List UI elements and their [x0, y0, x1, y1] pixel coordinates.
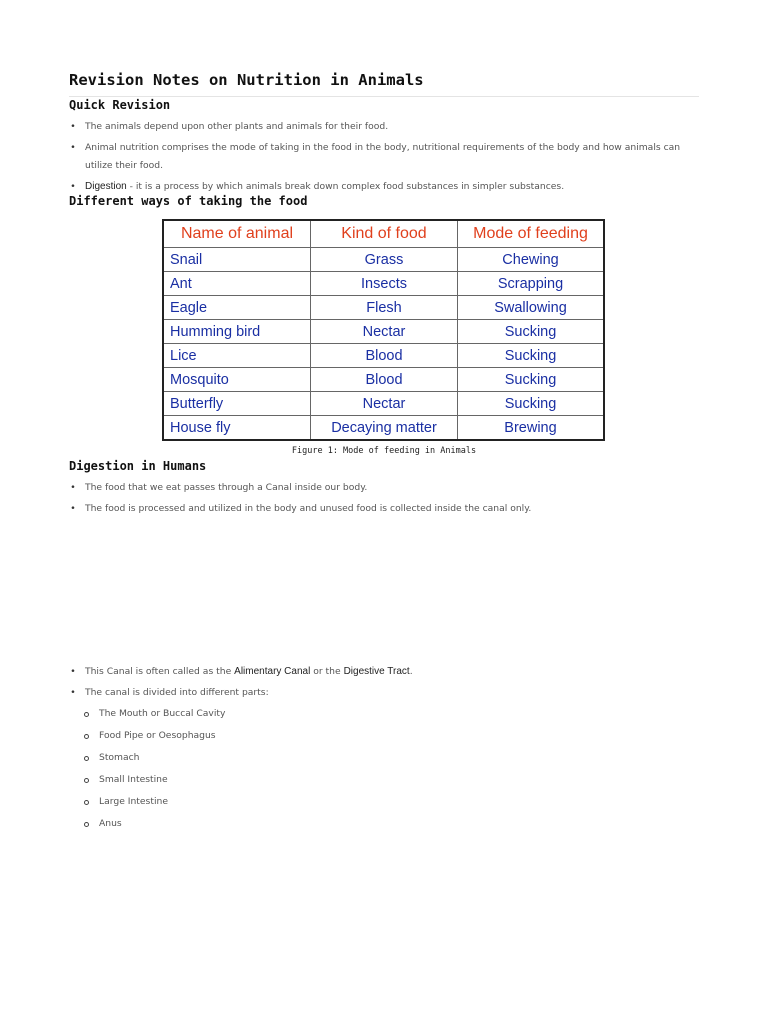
food-cell: Decaying matter: [311, 416, 458, 441]
column-header: Kind of food: [311, 220, 458, 248]
sublist-text: Stomach: [99, 752, 140, 763]
food-cell: Blood: [311, 344, 458, 368]
digestive-tract-keyword: Digestive Tract: [343, 666, 410, 677]
circle-bullet-icon: [84, 756, 89, 761]
mode-cell: Sucking: [458, 392, 605, 416]
feeding-table: [162, 219, 605, 441]
parts-sublist: [69, 703, 701, 835]
table-row: [163, 392, 604, 416]
animal-cell: House fly: [163, 416, 311, 441]
sublist-item: [69, 703, 701, 725]
quick-revision-heading: Quick Revision: [69, 98, 171, 112]
food-cell: Insects: [311, 272, 458, 296]
bullet-text: - it is a process by which animals break down complex food substances in simpler substances.: [126, 181, 565, 192]
bullet-icon: •: [70, 181, 76, 192]
bullet-text: The animals depend upon other plants and animals for their food.: [85, 121, 389, 132]
circle-bullet-icon: [84, 712, 89, 717]
page-title: Revision Notes on Nutrition in Animals: [69, 71, 424, 89]
bullet-text: .: [409, 666, 413, 677]
food-cell: Grass: [311, 248, 458, 272]
list-item: [69, 139, 701, 175]
list-item: [69, 663, 701, 681]
quick-revision-list: [69, 118, 701, 196]
mode-cell: Sucking: [458, 320, 605, 344]
mode-cell: Swallowing: [458, 296, 605, 320]
circle-bullet-icon: [84, 800, 89, 805]
sublist-item: [69, 725, 701, 747]
mode-cell: Sucking: [458, 368, 605, 392]
circle-bullet-icon: [84, 778, 89, 783]
bullet-text: This Canal is often called as the: [85, 666, 235, 677]
table-row: [163, 320, 604, 344]
mode-cell: Scrapping: [458, 272, 605, 296]
digestion-keyword: Digestion: [85, 181, 127, 192]
sublist-text: Small Intestine: [99, 774, 168, 785]
animal-cell: Snail: [163, 248, 311, 272]
animal-cell: Mosquito: [163, 368, 311, 392]
sublist-text: Food Pipe or Oesophagus: [99, 730, 216, 741]
sublist-item: [69, 747, 701, 769]
bullet-text: The food is processed and utilized in the body and unused food is collected inside the canal only.: [85, 503, 532, 514]
bullet-text: The canal is divided into different parts:: [85, 687, 269, 698]
animal-cell: Butterfly: [163, 392, 311, 416]
table-row: [163, 272, 604, 296]
food-cell: Nectar: [311, 392, 458, 416]
table-row: [163, 416, 604, 441]
food-cell: Nectar: [311, 320, 458, 344]
bullet-icon: •: [70, 666, 76, 677]
sublist-item: [69, 791, 701, 813]
table-row: [163, 344, 604, 368]
sublist-text: Large Intestine: [99, 796, 168, 807]
sublist-item: [69, 813, 701, 835]
digestion-humans-heading: Digestion in Humans: [69, 459, 207, 473]
animal-cell: Ant: [163, 272, 311, 296]
mode-cell: Chewing: [458, 248, 605, 272]
bullet-icon: •: [70, 687, 76, 698]
column-header: Mode of feeding: [458, 220, 605, 248]
table-row: [163, 248, 604, 272]
mode-cell: Sucking: [458, 344, 605, 368]
bullet-icon: •: [70, 482, 76, 493]
table-row: [163, 368, 604, 392]
mode-cell: Brewing: [458, 416, 605, 441]
bullet-text: Animal nutrition comprises the mode of taking in the food in the body, nutritional requirements of the body and how animals can utilize their food.: [85, 142, 681, 171]
animal-cell: Eagle: [163, 296, 311, 320]
food-cell: Blood: [311, 368, 458, 392]
table-row: [163, 296, 604, 320]
list-item: [69, 500, 701, 518]
animal-cell: Humming bird: [163, 320, 311, 344]
sublist-text: Anus: [99, 818, 122, 829]
title-divider: [69, 96, 699, 97]
figure-caption: Figure 1: Mode of feeding in Animals: [291, 446, 477, 456]
list-item: [69, 118, 701, 136]
circle-bullet-icon: [84, 734, 89, 739]
bullet-icon: •: [70, 121, 76, 132]
digestion-list: [69, 479, 701, 518]
sublist-item: [69, 769, 701, 791]
list-item: [69, 684, 701, 702]
animal-cell: Lice: [163, 344, 311, 368]
alimentary-canal-keyword: Alimentary Canal: [234, 666, 311, 677]
list-item: [69, 479, 701, 497]
bullet-text: or the: [310, 666, 344, 677]
bullet-text: The food that we eat passes through a Canal inside our body.: [85, 482, 368, 493]
canal-list: [69, 663, 701, 835]
circle-bullet-icon: [84, 822, 89, 827]
food-cell: Flesh: [311, 296, 458, 320]
ways-heading: Different ways of taking the food: [69, 194, 308, 208]
table-header-row: [163, 220, 604, 248]
column-header: Name of animal: [163, 220, 311, 248]
bullet-icon: •: [70, 503, 76, 514]
bullet-icon: •: [70, 142, 76, 153]
sublist-text: The Mouth or Buccal Cavity: [99, 708, 226, 719]
